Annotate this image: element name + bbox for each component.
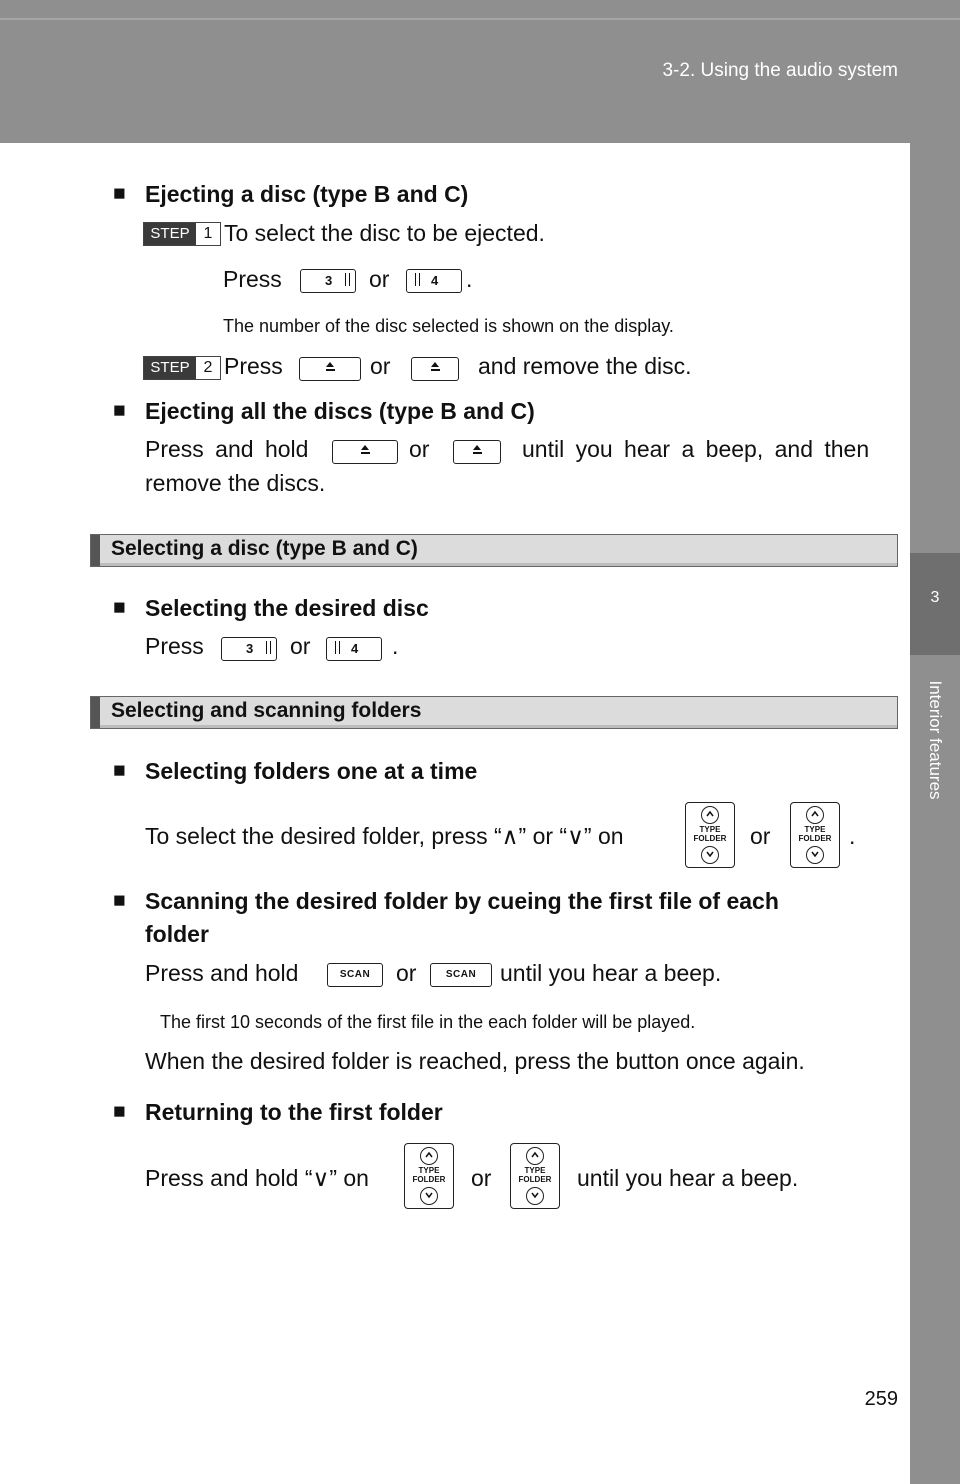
page-number: 259	[864, 1388, 898, 1410]
eject-button-left[interactable]	[299, 357, 361, 381]
or-label: or	[471, 1165, 492, 1191]
or-label: or	[369, 266, 390, 292]
section-title: 3-2. Using the audio system	[662, 60, 898, 81]
scan-reached: When the desired folder is reached, press the button once again.	[145, 1048, 805, 1074]
eject-all-heading: Ejecting all the discs (type B and C)	[145, 398, 535, 424]
press-label: Press	[223, 266, 282, 292]
or-label: or	[396, 960, 417, 986]
step-1-text: To select the disc to be ejected.	[224, 220, 545, 246]
bullet-square-icon: ■	[113, 399, 126, 422]
scan-heading-2: folder	[145, 921, 209, 947]
scan-press-hold: Press and hold	[145, 960, 299, 986]
period: .	[392, 633, 399, 659]
type-folder-button-a[interactable]: TYPE FOLDER	[685, 802, 735, 868]
period: .	[466, 266, 473, 292]
step-1-badge: STEP 1	[143, 222, 221, 246]
bullet-square-icon: ■	[113, 759, 126, 782]
eject-all-press-hold: Press and hold	[145, 436, 309, 462]
step-2-badge: STEP 2	[143, 356, 221, 380]
section-header-folders: Selecting and scanning folders	[90, 696, 898, 729]
eject-button-left[interactable]	[332, 440, 398, 464]
chapter-number: 3	[930, 589, 940, 606]
folders-one-text: To select the desired folder, press “∧” or “∨” on	[145, 823, 624, 849]
or-label: or	[290, 633, 311, 659]
return-rest: until you hear a beep.	[577, 1165, 799, 1191]
disc-3-button[interactable]: 3	[221, 637, 277, 661]
scan-button-right[interactable]: SCAN	[430, 963, 492, 987]
return-text: Press and hold “∨” on	[145, 1165, 369, 1191]
disc-4-button[interactable]: 4	[406, 269, 462, 293]
scan-heading: Scanning the desired folder by cueing the first file of each	[145, 888, 779, 914]
step-2-press: Press	[224, 353, 283, 379]
scan-note: The first 10 seconds of the first file in the each folder will be played.	[160, 1012, 696, 1032]
or-label: or	[409, 436, 430, 462]
folders-one-heading: Selecting folders one at a time	[145, 758, 478, 784]
disc-4-button[interactable]: 4	[326, 637, 382, 661]
section-header-select-disc: Selecting a disc (type B and C)	[90, 534, 898, 567]
select-disc-heading: Selecting the desired disc	[145, 595, 429, 621]
side-tab-upper	[910, 143, 960, 553]
disc-3-button[interactable]: 3	[300, 269, 356, 293]
eject-button-right[interactable]	[411, 357, 459, 381]
header-rule	[0, 18, 960, 20]
page-header	[0, 0, 960, 143]
type-folder-button-a[interactable]: TYPE FOLDER	[404, 1143, 454, 1209]
bullet-square-icon: ■	[113, 889, 126, 912]
period: .	[849, 823, 856, 849]
bullet-square-icon: ■	[113, 1100, 126, 1123]
step-2-rest: and remove the disc.	[478, 353, 692, 379]
bullet-square-icon: ■	[113, 182, 126, 205]
type-folder-button-b[interactable]: TYPE FOLDER	[790, 802, 840, 868]
return-heading: Returning to the first folder	[145, 1099, 443, 1125]
or-label: or	[370, 353, 391, 379]
chapter-tab	[910, 553, 960, 655]
eject-note: The number of the disc selected is shown on the display.	[223, 316, 674, 336]
eject-all-rest-2: remove the discs.	[145, 470, 326, 496]
or-label: or	[750, 823, 771, 849]
eject-button-right[interactable]	[453, 440, 501, 464]
scan-button-left[interactable]: SCAN	[327, 963, 383, 987]
eject-all-rest: until you hear a beep, and then	[522, 436, 870, 462]
scan-rest: until you hear a beep.	[500, 960, 722, 986]
eject-heading: Ejecting a disc (type B and C)	[145, 181, 469, 207]
press-label: Press	[145, 633, 204, 659]
type-folder-button-b[interactable]: TYPE FOLDER	[510, 1143, 560, 1209]
bullet-square-icon: ■	[113, 596, 126, 619]
chapter-title: Interior features	[926, 680, 945, 800]
